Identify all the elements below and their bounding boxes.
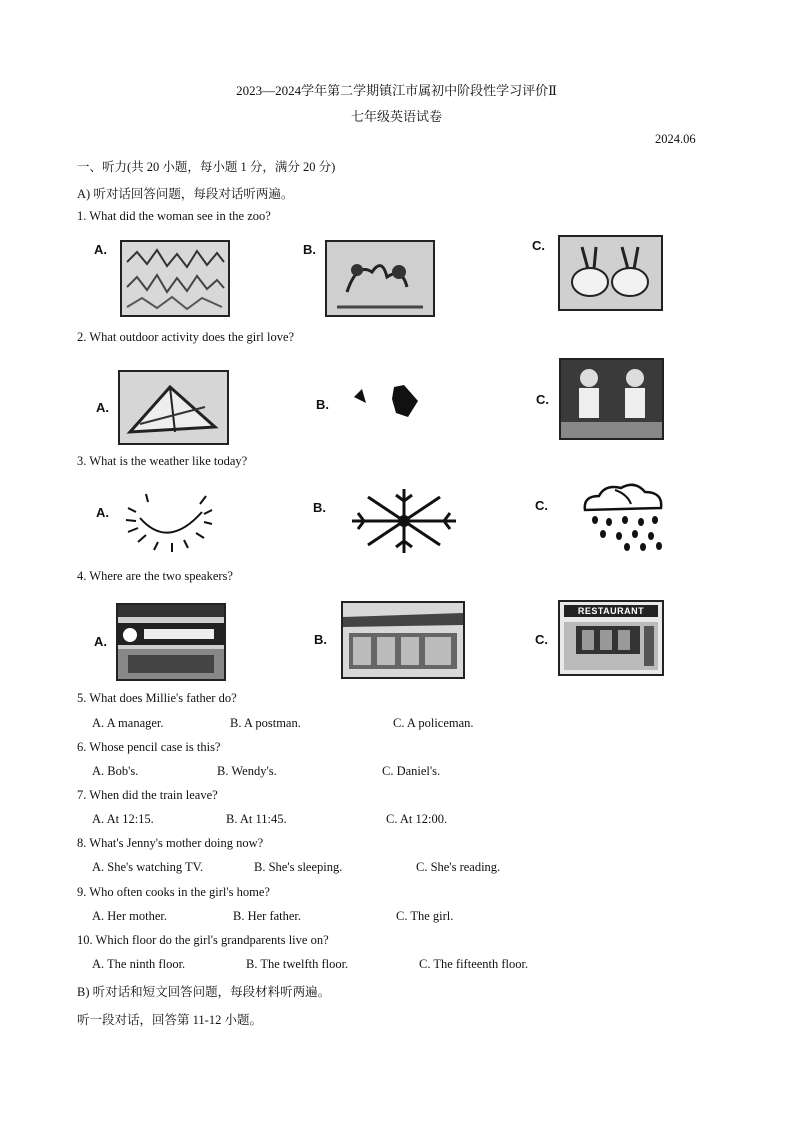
q4-picture-b[interactable] — [341, 601, 465, 679]
question-6: 6. Whose pencil case is this? — [77, 740, 221, 754]
q9-option-c[interactable]: C. The girl. — [396, 909, 454, 923]
q3-picture-c[interactable] — [575, 480, 667, 552]
q1-option-a-label: A. — [94, 242, 107, 257]
restaurant-sign: RESTAURANT — [564, 605, 658, 617]
q2-option-c-label: C. — [536, 392, 549, 407]
rabbits-image — [560, 237, 661, 309]
question-5: 5. What does Millie's father do? — [77, 691, 237, 705]
q4-option-b-label: B. — [314, 632, 327, 647]
question-2: 2. What outdoor activity does the girl love? — [77, 330, 295, 344]
q7-option-c[interactable]: C. At 12:00. — [386, 812, 448, 826]
q2-option-b-label: B. — [316, 397, 329, 412]
grass-field-image — [122, 242, 228, 315]
q6-option-b[interactable]: B. Wendy's. — [217, 764, 277, 778]
tent-camping-image — [120, 372, 227, 443]
q3-option-a-label: A. — [96, 505, 109, 520]
dialog-note: 听一段对话，回答第 11-12 小题。 — [77, 1013, 262, 1027]
bank-building-image — [118, 605, 224, 679]
part-a-instruction: A) 听对话回答问题，每段对话听两遍。 — [77, 187, 294, 201]
exam-date: 2024.06 — [655, 132, 696, 146]
q7-option-a[interactable]: A. At 12:15. — [92, 812, 154, 826]
q9-option-b[interactable]: B. Her father. — [233, 909, 302, 923]
q10-option-a[interactable]: A. The ninth floor. — [92, 957, 186, 971]
snowflake-icon — [344, 487, 464, 555]
q6-option-a[interactable]: A. Bob's. — [92, 764, 139, 778]
question-9: 9. Who often cooks in the girl's home? — [77, 885, 270, 899]
q4-option-a-label: A. — [94, 634, 107, 649]
q4-option-c-label: C. — [535, 632, 548, 647]
section-heading: 一、听力(共 20 小题，每小题 1 分，满分 20 分) — [77, 160, 336, 174]
q6-option-c[interactable]: C. Daniel's. — [382, 764, 441, 778]
q3-option-c-label: C. — [535, 498, 548, 513]
sun-icon — [118, 488, 218, 554]
q1-option-b-label: B. — [303, 242, 316, 257]
q2-picture-c[interactable] — [559, 358, 664, 440]
q5-option-a[interactable]: A. A manager. — [92, 716, 164, 730]
question-3: 3. What is the weather like today? — [77, 454, 248, 468]
kite-icon — [352, 383, 422, 419]
rain-cloud-icon — [575, 480, 667, 552]
q2-picture-b[interactable] — [352, 383, 422, 419]
question-1: 1. What did the woman see in the zoo? — [77, 209, 271, 223]
q1-picture-a[interactable] — [120, 240, 230, 317]
q2-picture-a[interactable] — [118, 370, 229, 445]
q2-option-a-label: A. — [96, 400, 109, 415]
q10-option-c[interactable]: C. The fifteenth floor. — [419, 957, 529, 971]
animals-image — [327, 242, 433, 315]
runners-image — [561, 360, 662, 438]
q3-picture-b[interactable] — [344, 487, 464, 555]
q7-option-b[interactable]: B. At 11:45. — [226, 812, 287, 826]
exam-subtitle: 七年级英语试卷 — [350, 109, 442, 124]
question-10: 10. Which floor do the girl's grandparents live on? — [77, 933, 329, 947]
q10-option-b[interactable]: B. The twelfth floor. — [246, 957, 349, 971]
supermarket-image — [343, 603, 463, 677]
q1-picture-b[interactable] — [325, 240, 435, 317]
q3-option-b-label: B. — [313, 500, 326, 515]
q3-picture-a[interactable] — [118, 488, 218, 554]
question-4: 4. Where are the two speakers? — [77, 569, 233, 583]
q1-picture-c[interactable] — [558, 235, 663, 311]
q1-option-c-label: C. — [532, 238, 545, 253]
restaurant-storefront-image — [560, 602, 662, 674]
q4-picture-c[interactable] — [558, 600, 664, 676]
q5-option-b[interactable]: B. A postman. — [230, 716, 301, 730]
exam-title: 2023—2024学年第二学期镇江市属初中阶段性学习评价Ⅱ — [236, 83, 557, 98]
part-b-instruction: B) 听对话和短文回答问题，每段材料听两遍。 — [77, 985, 331, 999]
question-8: 8. What's Jenny's mother doing now? — [77, 836, 264, 850]
q9-option-a[interactable]: A. Her mother. — [92, 909, 167, 923]
q8-option-b[interactable]: B. She's sleeping. — [254, 860, 343, 874]
q4-picture-a[interactable] — [116, 603, 226, 681]
q8-option-a[interactable]: A. She's watching TV. — [92, 860, 204, 874]
q8-option-c[interactable]: C. She's reading. — [416, 860, 501, 874]
q5-option-c[interactable]: C. A policeman. — [393, 716, 474, 730]
question-7: 7. When did the train leave? — [77, 788, 218, 802]
